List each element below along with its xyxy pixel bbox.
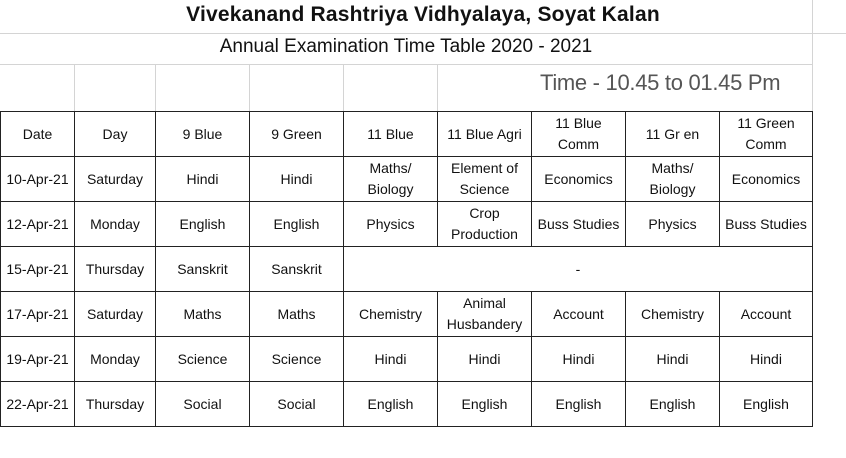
sheet-gridline bbox=[343, 64, 344, 111]
subject-cell: English bbox=[250, 202, 344, 247]
subject-cell: Maths bbox=[250, 292, 344, 337]
column-header: 9 Green bbox=[250, 112, 344, 157]
subject-cell: Science bbox=[156, 337, 250, 382]
subject-cell: Sanskrit bbox=[156, 247, 250, 292]
exam-date: 17-Apr-21 bbox=[1, 292, 75, 337]
timetable bbox=[0, 111, 813, 427]
subject-cell: Social bbox=[250, 382, 344, 427]
exam-date: 22-Apr-21 bbox=[1, 382, 75, 427]
sheet-gridline bbox=[437, 64, 438, 111]
subject-cell bbox=[438, 157, 532, 202]
exam-title: Annual Examination Time Table 2020 - 2021 bbox=[219, 36, 593, 57]
subject-cell: Buss Studies bbox=[532, 202, 626, 247]
column-header: Date bbox=[1, 112, 75, 157]
column-header: 11 Blue bbox=[344, 112, 438, 157]
subject-cell: Hindi bbox=[720, 337, 813, 382]
exam-date: 19-Apr-21 bbox=[1, 337, 75, 382]
subject-cell: Physics bbox=[626, 202, 720, 247]
cell-text-line: Crop bbox=[469, 205, 500, 221]
column-header bbox=[532, 112, 626, 157]
subject-cell bbox=[438, 292, 532, 337]
sheet-gridline bbox=[155, 64, 156, 111]
cell-text-line: Maths/ bbox=[369, 160, 412, 176]
table-row bbox=[1, 382, 813, 427]
exam-day: Saturday bbox=[75, 292, 156, 337]
table-row bbox=[1, 157, 813, 202]
exam-day: Saturday bbox=[75, 157, 156, 202]
cell-text-line: 11 Blue bbox=[555, 115, 602, 131]
table-row bbox=[1, 337, 813, 382]
table-row bbox=[1, 292, 813, 337]
subject-cell: Sanskrit bbox=[250, 247, 344, 292]
header-row bbox=[1, 112, 813, 157]
sheet-gridline bbox=[249, 64, 250, 111]
subject-cell: Hindi bbox=[438, 337, 532, 382]
cell-text-line: Element of bbox=[451, 160, 518, 176]
subject-cell: English bbox=[156, 202, 250, 247]
cell-text-line: Maths/ bbox=[651, 160, 694, 176]
column-header: Day bbox=[75, 112, 156, 157]
subject-cell: Chemistry bbox=[344, 292, 438, 337]
subject-cell: English bbox=[532, 382, 626, 427]
subject-cell: Hindi bbox=[626, 337, 720, 382]
exam-time-note: Time - 10.45 to 01.45 Pm bbox=[540, 70, 781, 95]
cell-text-line: Husbandery bbox=[446, 316, 523, 332]
exam-date: 12-Apr-21 bbox=[1, 202, 75, 247]
cell-text-line: 11 Green bbox=[737, 115, 795, 131]
cell-text-line: Biology bbox=[649, 181, 696, 197]
subject-cell: Hindi bbox=[532, 337, 626, 382]
subject-cell: Social bbox=[156, 382, 250, 427]
cell-text-line: Comm bbox=[745, 136, 787, 152]
merged-subject-cell: - bbox=[344, 247, 813, 292]
subject-cell: Hindi bbox=[156, 157, 250, 202]
sheet-gridline bbox=[0, 33, 846, 34]
subject-cell: English bbox=[626, 382, 720, 427]
table-row bbox=[1, 202, 813, 247]
column-header: 9 Blue bbox=[156, 112, 250, 157]
exam-day: Thursday bbox=[75, 382, 156, 427]
cell-text-line: Animal bbox=[463, 295, 506, 311]
exam-day: Monday bbox=[75, 337, 156, 382]
subject-cell: Physics bbox=[344, 202, 438, 247]
subject-cell: Maths bbox=[156, 292, 250, 337]
subject-cell: English bbox=[438, 382, 532, 427]
subject-cell: Buss Studies bbox=[720, 202, 813, 247]
exam-day: Monday bbox=[75, 202, 156, 247]
column-header bbox=[720, 112, 813, 157]
subject-cell: Account bbox=[532, 292, 626, 337]
cell-text-line: Biology bbox=[367, 181, 414, 197]
subject-cell bbox=[438, 202, 532, 247]
subject-cell bbox=[344, 157, 438, 202]
subject-cell: Economics bbox=[532, 157, 626, 202]
sheet-gridline bbox=[74, 64, 75, 111]
column-header: 11 Gr en bbox=[626, 112, 720, 157]
subject-cell: Account bbox=[720, 292, 813, 337]
subject-cell: Hindi bbox=[344, 337, 438, 382]
cell-text-line: Science bbox=[459, 181, 510, 197]
subject-cell: Economics bbox=[720, 157, 813, 202]
subject-cell: Hindi bbox=[250, 157, 344, 202]
table-row bbox=[1, 247, 813, 292]
exam-date: 15-Apr-21 bbox=[1, 247, 75, 292]
school-name: Vivekanand Rashtriya Vidhyalaya, Soyat Kalan bbox=[186, 3, 660, 26]
subject-cell: English bbox=[344, 382, 438, 427]
column-header: 11 Blue Agri bbox=[438, 112, 532, 157]
sheet-gridline bbox=[0, 64, 812, 65]
subject-cell: Science bbox=[250, 337, 344, 382]
exam-day: Thursday bbox=[75, 247, 156, 292]
subject-cell: Chemistry bbox=[626, 292, 720, 337]
exam-date: 10-Apr-21 bbox=[1, 157, 75, 202]
subject-cell bbox=[626, 157, 720, 202]
cell-text-line: Comm bbox=[557, 136, 600, 152]
subject-cell: English bbox=[720, 382, 813, 427]
cell-text-line: Production bbox=[451, 226, 518, 242]
